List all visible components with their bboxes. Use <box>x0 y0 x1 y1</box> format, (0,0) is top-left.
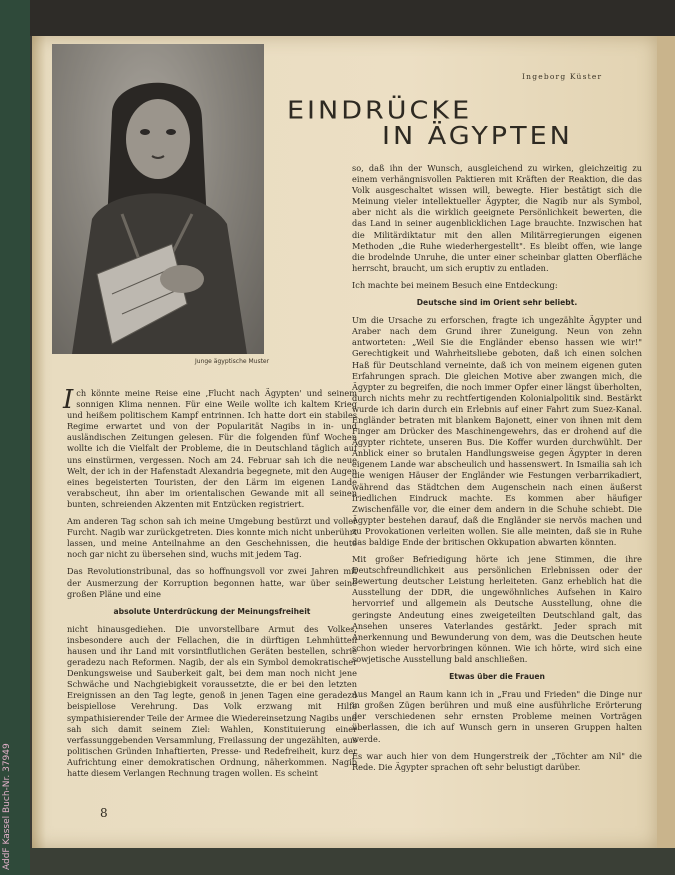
bottom-board <box>30 848 675 875</box>
portrait-photo <box>52 44 264 354</box>
subheading: absolute Unterdrückung der Meinungsfreiheit <box>113 606 311 616</box>
photo-caption: Junge ägyptische Muster <box>195 358 270 365</box>
paragraph: Aus Mangel an Raum kann ich in „Frau und Frieden" die Dinge nur in großen Zügen berühren und muß eine ausführliche Erörterung der verschiedenen sehr ernsten Probleme meinen Vorträgen überlassen, die ich auf Wunsch gern in unseren Gruppen halten werde. <box>352 689 642 744</box>
page-number: 8 <box>100 806 108 820</box>
title-line-1: EINDRÜCKE <box>287 96 473 125</box>
paragraph: so, daß ihn der Wunsch, ausgleichend zu wirken, gleichzeitig zu einem verhängnisvollen Paktieren mit Kräften der Reaktion, die das Volk ausgeschaltet wissen will, bewegte. Hier bestätigt sich die Meinung vieler intellektueller Ägypter, die Nagib nur als Symbol, aber nicht als die wirklich geeignete Persönlichkeit bewerten, die das Land in seiner augenblicklichen Lage brauchte. Inzwischen hat die Militärdiktatur mit den allen Militärregierungen eigenen Methoden „die Ruhe wiederhergestellt". Es bleibt offen, wie lange die brodelnde Unruhe, die unter einer scheinbar glatten Oberfläche herrscht, braucht, um sich eruptiv zu entladen. <box>352 163 642 273</box>
paragraph: Um die Ursache zu erforschen, fragte ich ungezählte Ägypter und Araber nach dem Grund ihrer Zuneigung. Neun von zehn antworteten: „Weil Sie die Engländer ebenso hassen wie wir!" Gerechtigkeit und Wahrheitsliebe geboten, daß ich einen solchen Haß für Deutschland verneinte, daß ich von meinem eigenen guten Erfahrungen sprach. Die gleichen Motive aber zwangen mich, die Ägypter zu begreifen, die noch immer Opfer einer längst überholten, durch nichts mehr zu rechtfertigenden Kolonialpolitik sind. Bestärkt wurde ich darin durch ein Erlebnis auf einer Fahrt zum Suez-Kanal. Engländer betraten mit blankem Bajonett, einer von ihnen mit dem Finger am Drücker des Maschinengewehrs, das er drohend auf die Ägypter richtete, unseren Bus. Die Koffer wurden durchwühlt. Der Anblick einer so brutalen Handlungsweise gegen Ägypter in deren eigenem Lande war abscheulich und hassenswert. In Ismailia sah ich die wenigen Häuser der Engländer wie Festungen verbarrikadiert, während das Städtchen dem Augenschein nach einen äußerst friedlichen Eindruck machte. Es kommen aber häufiger Zwischenfälle vor, die einer dem andern in die Schuhe schiebt. Die Ägypter bestehen darauf, daß die Engländer sie nervös machen und zu Provokationen verleiten wollen. Sie alle meinten, daß sie in Ruhe das baldige Ende der britischen Okkupation abwarten könnten. <box>352 315 642 547</box>
paragraph: Ich machte bei meinem Besuch eine Entdeckung: <box>352 279 558 290</box>
paragraph-text: ch könnte meine Reise eine ‚Flucht nach Ägypten' und seinem sonnigen Klima nennen. Für eine Weile wollte ich kaltem Krieg und heißem politischem Kampf entrinnen. Ich hatte dort ein stabiles Regime erwartet und von der Popularität Nagibs in in- und ausländischen Zeitungen gelesen. Für die folgenden fünf Wochen wollte ich die Vielfalt der Probleme, die in Deutschland täglich auf uns einstürmen, vergessen. Noch am 24. Februar sah ich die neue Welt, der ich in der Hafenstadt Alexandria begegnete, mit den Augen eines begeisterten Touristen, der den Lärm im eigenen Lande verabscheut, ihn aber im orientalischen Gewande mit all seinen bunten, schreienden Akzenten mit Entzücken registriert. <box>67 388 357 509</box>
author-name: Ingeborg Küster <box>522 72 603 81</box>
paragraph: Mit großer Befriedigung hörte ich jene Stimmen, die ihre Deutschfreundlichkeit aus persönlichen Erlebnissen oder der Bewertung deutscher Leistung herleiteten. Ganz erheblich hat die Ausstellung der DDR, die ungewöhnliches Aufsehen in Kairo hervorrief und allgemein als Deutsche Ausstellung, ohne die geringste Andeutung eines zweigeteilten Deutschland galt, das Ansehen unseres Vaterlandes gestärkt. Jeder sprach mit Anerkennung und Bewunderung von dem, was die Deutschen heute schon wieder hervorbringen können. Wie ich hörte, wird sich eine sowjetische Ausstellung bald anschließen. <box>352 554 642 664</box>
paragraph: Am anderen Tag schon sah ich meine Umgebung bestürzt und voller Furcht. Nagib war zurückgetreten. Dies konnte mich nicht unberührt lassen, und meine Anteilnahme an den Geschehnissen, die heute noch gar nicht zu übersehen sind, wuchs mit jedem Tag. <box>67 516 357 560</box>
subheading: Deutsche sind im Orient sehr beliebt. <box>416 298 578 308</box>
paragraph: Es war auch hier von dem Hungerstreik der „Töchter am Nil" die Rede. Die Ägypter sprachen oft sehr belustigt darüber. <box>352 750 642 772</box>
next-page-edge <box>655 36 675 848</box>
right-column <box>352 163 642 833</box>
paragraph <box>63 385 357 510</box>
portrait-illustration <box>52 44 264 354</box>
left-column <box>63 385 357 828</box>
magazine-page <box>32 36 657 848</box>
paragraph: nicht hinausgediehen. Die unvorstellbare Armut des Volkes, insbesondere auch der Fellachen, die in dürftigen Lehmhütten hausen und ihr Land mit vorsintflutlichen Geräten bestellen, schrie geradezu nach Reformen. Nagib, der als ein Symbol demokratischer Denkungsweise und Sauberkeit galt, bei dem man noch nicht jene Schwäche und Nachgiebigkeit voraussetzte, die er bei den letzten Ereignissen an den Tag legte, genoß in jenen Tagen eine geradezu beispiellose Verehrung. Das Volk erzwang mit Hilfe sympathisierender Teile der Armee die Wiedereinsetzung Nagibs und sah sich damit seinem Ziel: Wahlen, Konstituierung einer verfassunggebenden Versammlung, Freilassung der ungezählten, aus politischen Gründen Inhaftierten, Presse- und Redefreiheit, kurz der Aufrichtung einer demokratischen Ordnung, näherkommen. Nagib hatte diesem Verlangen Rechnung tragen wollen. Es scheint <box>67 623 357 778</box>
article-title <box>287 98 617 150</box>
subheading: Etwas über die Frauen <box>449 672 545 682</box>
title-line-2: IN ÄGYPTEN <box>382 122 573 151</box>
paragraph: Das Revolutionstribunal, das so hoffnungsvoll vor zwei Jahren mit der Ausmerzung der Korruption begonnen hatte, war über seine großen Pläne und eine <box>67 566 357 599</box>
top-board <box>0 0 675 36</box>
drop-cap: I <box>63 385 74 415</box>
binding-label: AddF Kassel Buch-Nr. 37949 <box>2 743 12 870</box>
